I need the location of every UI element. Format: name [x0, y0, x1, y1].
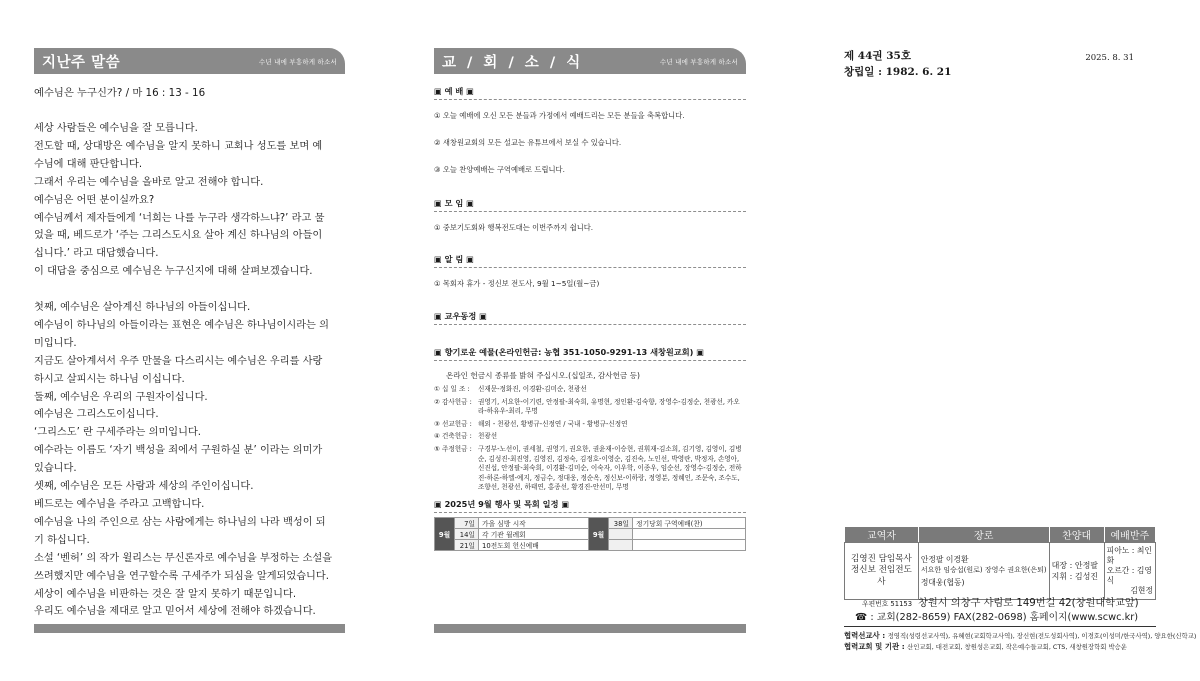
sermon-line: 기 하십니다.	[34, 534, 90, 546]
accompanist-line: 피아노 : 최인화	[1106, 546, 1152, 565]
sermon-blank-line	[34, 281, 345, 299]
sermon-line: 첫째, 예수님은 살아계신 하나님의 아들이십니다.	[34, 302, 251, 314]
offering-label: ① 십 일 조 :	[434, 385, 470, 393]
choir-line: 지휘 : 김성진	[1051, 572, 1099, 581]
sermon-line: 하시고 살피시는 하나님 이십니다.	[34, 373, 185, 385]
sermon-line: 세상 사람들은 예수님을 잘 모릅니다.	[34, 123, 198, 134]
sermon-line: 지금도 살아계셔서 우주 만물을 다스리시는 예수님은 우리를 사랑	[34, 355, 323, 367]
sermon-footer-bar	[34, 624, 345, 633]
worship-item: ③ 오늘 찬양예배는 구역예배로 드립니다.	[434, 165, 565, 174]
sermon-line: 이 대답을 중심으로 예수님은 누구신지에 대해 살펴보겠습니다.	[34, 266, 313, 278]
sermon-line: 우리도 예수님을 제대로 알고 믿어서 세상에 전해야 하겠습니다.	[34, 606, 316, 618]
sermon-line: 그래서 우리는 예수님을 올바로 알고 전해야 합니다.	[34, 176, 264, 188]
offering-label: ⑤ 주정헌금 :	[434, 444, 472, 453]
schedule-event: 10전도회 헌신예배	[479, 539, 589, 550]
news-header-subtitle: 수년 내에 부흥하게 하소서	[659, 57, 738, 66]
schedule-table	[434, 517, 746, 551]
offering-row	[434, 420, 746, 430]
sermon-line: 었을 때, 베드로가 ‘주는 그리스도시요 살아 계신 하나님의 아들이	[34, 230, 323, 242]
staff-header-accompanist: 예배반주	[1104, 527, 1155, 543]
accompanist-line: 오르간 : 김영식	[1106, 566, 1152, 585]
schedule-day: 14일	[455, 528, 479, 539]
schedule-event: 각 기관 월례회	[479, 528, 589, 539]
accompanist-line: 김현정	[1130, 586, 1153, 595]
offering-names: 권영기, 서요한-이기련, 안정팔-최숙희, 유명현, 정인환-김숙향, 장영수-김정순, 천광선, 카오라-하유우-최리, 무명	[478, 397, 740, 416]
offering-label: ③ 선교헌금 :	[434, 419, 472, 428]
elder-line: 안정팔 이경환	[920, 554, 969, 564]
offering-row	[434, 385, 746, 395]
schedule-event	[633, 528, 746, 539]
founding-date: 창립일 : 1982. 6. 21	[844, 66, 952, 78]
schedule-day: 21일	[455, 539, 479, 550]
schedule-day	[609, 539, 633, 550]
sermon-header-subtitle: 수년 내에 부흥하게 하소서	[258, 57, 337, 66]
sermon-line: 수님에 대해 판단합니다.	[34, 158, 143, 170]
schedule-day: 7일	[455, 517, 479, 528]
sermon-line: 예수님께서 제자들에게 ‘너희는 나를 누구라 생각하느냐?’ 라고 물	[34, 212, 325, 224]
members-section-title: ▣ 교우동정 ▣	[434, 311, 746, 325]
offering-row	[434, 445, 746, 493]
offering-intro: 온라인 헌금시 종류를 밝혀 주십시오.(십일조, 감사헌금 등)	[446, 371, 640, 380]
schedule-row	[435, 517, 746, 528]
offering-names: 천광선	[478, 432, 498, 441]
coop-churches-label: 협력교회 및 기관 :	[844, 642, 905, 651]
staff-table	[844, 526, 1156, 600]
sermon-line: 예수님이 하나님의 아들이라는 표현은 예수님은 하나님이시라는 의	[34, 319, 329, 331]
sermon-line: 있습니다.	[34, 463, 77, 475]
staff-header-choir: 찬양대	[1049, 527, 1104, 543]
worship-item: ② 새창원교회의 모든 설교는 유튜브에서 보실 수 있습니다.	[434, 138, 622, 147]
sermon-line: 전도할 때, 상대방은 예수님을 알지 못하니 교회나 성도를 보며 예	[34, 140, 323, 152]
postal-code: 우편번호 51153	[862, 600, 913, 608]
meeting-item: ① 중보기도회와 행복전도대는 이번주까지 쉽니다.	[434, 223, 594, 232]
offering-label: ④ 건축헌금 :	[434, 432, 472, 441]
sermon-reference: 예수님은 누구신가? / 마 16 : 13 - 16	[34, 87, 206, 99]
sermon-line: 세상이 예수님을 비판하는 것은 잘 알지 못하기 때문입니다.	[34, 588, 297, 600]
offering-label: ② 감사헌금 :	[434, 397, 472, 406]
address-text: 창원시 의창구 사림로 149번길 42(창원대학교앞)	[918, 598, 1139, 609]
accompanist-list	[1104, 543, 1155, 600]
news-header	[434, 48, 746, 74]
sermon-line: ‘그리스도’ 란 구세주라는 의미입니다.	[34, 427, 202, 439]
contact-line: ☎ : 교회(282-8659) FAX(282-0698) 홈페이지(www.scwc.kr)	[855, 612, 1139, 623]
pastor-name: 정신보 전임전도사	[850, 565, 912, 587]
pastor-name: 김영진 담임목사	[850, 553, 912, 564]
worship-section-title: ▣ 예 배 ▣	[434, 86, 746, 100]
sermon-line: 쓰려했지만 예수님을 연구할수록 구세주가 되심을 알게되었습니다.	[34, 570, 329, 582]
coop-churches-text: 산인교회, 대전교회, 창원성은교회, 작은예수들교회, CTS, 새창원장학회 박승운	[907, 643, 1127, 651]
sermon-line: 소설 ‘벤허’ 의 작가 윌리스는 무신론자로 예수님을 부정하는 소설을	[34, 552, 333, 564]
worship-item: ① 오늘 예배에 오신 모든 분들과 가정에서 예배드리는 모든 분들을 축복합니다.	[434, 111, 685, 120]
coop-missionaries	[844, 626, 1197, 641]
elder-list	[918, 543, 1049, 600]
schedule-event	[633, 539, 746, 550]
sermon-header	[34, 48, 345, 74]
sermon-header-title: 지난주 말씀	[42, 54, 121, 71]
offering-names: 구경부-노선이, 권세철, 권영기, 권요한, 권윤재-이승현, 권휘재-김소희, 김기영, 김영이, 김병순, 김성진-최진영, 김영진, 김정숙, 김정호-이영순, 김진숙, 노인선, 박영란, 박정자, 손영아, 신진섭, 안정팔-최숙희, 이경환-김미순, 이숙자, 이우학, 이종우, 임순선, 장영수-김정순, 전하진-하론-하엘-예지, 정금수, 정대웅, 정순옥, 정신보-이하랑, 정영분, 정혜인, 조문숙, 조수도, 조향선, 천광선, 하태연, 홍종선, 황경진-안선미, 무명	[478, 444, 742, 492]
sermon-column	[34, 48, 345, 633]
elder-line: 서요한 임승섭(원로) 장영수 권요한(은퇴)	[920, 566, 1047, 575]
notice-section-title: ▣ 알 림 ▣	[434, 254, 746, 268]
sermon-line: 십니다.’ 라고 대답했습니다.	[34, 248, 159, 260]
news-column	[434, 48, 746, 633]
choir-list	[1049, 543, 1104, 600]
sermon-line: 예수님은 그리스도이십니다.	[34, 409, 159, 421]
schedule-day: 38일	[609, 517, 633, 528]
offering-names: 해외 - 천광선, 황병규-신정연 / 국내 - 황병규-신정연	[478, 419, 628, 428]
notice-item: ① 목회자 휴가 - 정신보 전도사, 9월 1~5일(월~금)	[434, 279, 600, 288]
meeting-section-title: ▣ 모 임 ▣	[434, 198, 746, 212]
elder-line: 정대웅(협동)	[920, 577, 965, 587]
schedule-event: 가을 심방 시작	[479, 517, 589, 528]
offering-section-title: ▣ 향기로운 예물(온라인헌금: 농협 351-1050-9291-13 새창원교회) ▣	[434, 347, 746, 361]
sermon-line: 예수라는 이름도 ‘자기 백성을 죄에서 구원하실 분’ 이라는 의미가	[34, 445, 323, 457]
sermon-line: 예수님은 어떤 분이실까요?	[34, 194, 155, 206]
schedule-event: 정기당회 구역예배(찬)	[633, 517, 746, 528]
offering-names: 신재문-정화진, 이경환-김미순, 천광선	[478, 385, 587, 393]
news-footer-bar	[434, 624, 746, 633]
coop-missionaries-text: 정영직(성령선교사역), 유혜현(교회학교사역), 장신현(전도성회사역), 이경호(이성미/한국사역), 양요한(신학교)	[887, 632, 1197, 640]
schedule-day	[609, 528, 633, 539]
sermon-body	[34, 120, 345, 621]
offering-row	[434, 432, 746, 442]
coop-missionaries-label: 협력선교사 :	[844, 631, 886, 640]
pastor-list	[845, 543, 919, 600]
choir-line: 대장 : 안정팔	[1051, 560, 1099, 570]
coop-churches	[844, 641, 1156, 652]
schedule-month: 9월	[589, 517, 609, 550]
masthead-column	[844, 48, 1197, 668]
news-header-title: 교 / 회 / 소 / 식	[442, 54, 584, 71]
bulletin-date: 2025. 8. 31	[1085, 53, 1134, 63]
staff-header-elders: 장로	[918, 527, 1049, 543]
sermon-line: 베드로는 예수님을 주라고 고백합니다.	[34, 499, 205, 511]
sermon-line: 둘째, 예수님은 우리의 구원자이십니다.	[34, 391, 208, 403]
schedule-month: 9월	[435, 517, 455, 550]
staff-header-pastors: 교역자	[845, 527, 919, 543]
volume-number: 제 44권 35호	[844, 50, 911, 62]
sermon-line: 예수님을 나의 주인으로 삼는 사람에게는 하나님의 나라 백성이 되	[34, 516, 326, 528]
offering-list	[434, 385, 746, 493]
offering-row	[434, 398, 746, 417]
sermon-line: 미입니다.	[34, 337, 77, 349]
schedule-section-title: ▣ 2025년 9월 행사 및 목회 일정 ▣	[434, 499, 746, 513]
sermon-line: 셋째, 예수님은 모든 사람과 세상의 주인이십니다.	[34, 481, 254, 493]
church-address	[862, 594, 1139, 609]
